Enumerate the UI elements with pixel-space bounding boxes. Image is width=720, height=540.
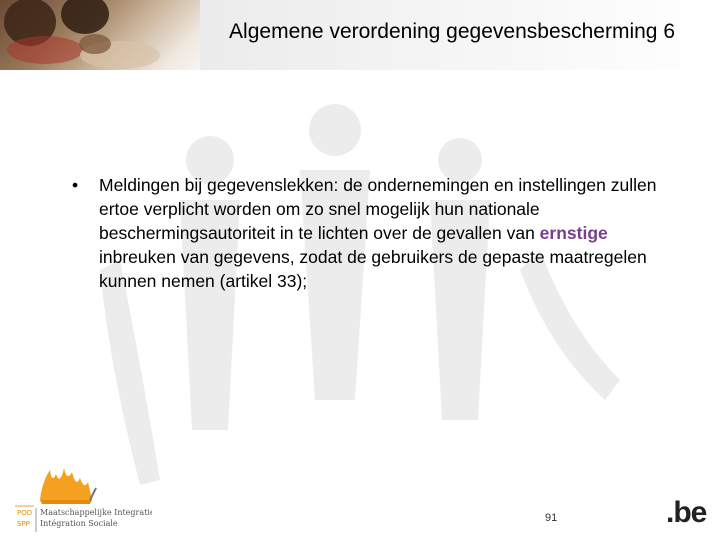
- bullet-marker: •: [72, 175, 79, 195]
- page-title: Algemene verordening gegevensbescherming 6: [229, 20, 675, 43]
- bullet-item: [70, 173, 670, 293]
- page-number: 91: [545, 512, 558, 524]
- flame-people-icon: [12, 460, 152, 535]
- logo-name-nl: Maatschappelijke Integratie: [40, 508, 152, 517]
- be-logo: .be: [666, 496, 707, 529]
- highlighted-word: ernstige: [539, 223, 608, 243]
- logo-spp: SPP: [17, 520, 30, 528]
- bullet-text-start: Meldingen bij gegevenslekken: de ondernemingen en instellingen zullen ertoe verplicht worden om zo snel mogelijk hun nationale beschermingsautoriteit in te lichten over de gevallen van: [99, 175, 657, 243]
- logo-name-fr: Intégration Sociale: [40, 519, 118, 528]
- organization-logo: [12, 460, 152, 535]
- logo-pod: POD: [17, 509, 33, 517]
- bullet-list: [70, 173, 670, 293]
- background-figures-watermark: [100, 100, 660, 520]
- bullet-text-end: inbreuken van gegevens, zodat de gebruikers de gepaste maatregelen kunnen nemen (artikel 33);: [99, 247, 647, 291]
